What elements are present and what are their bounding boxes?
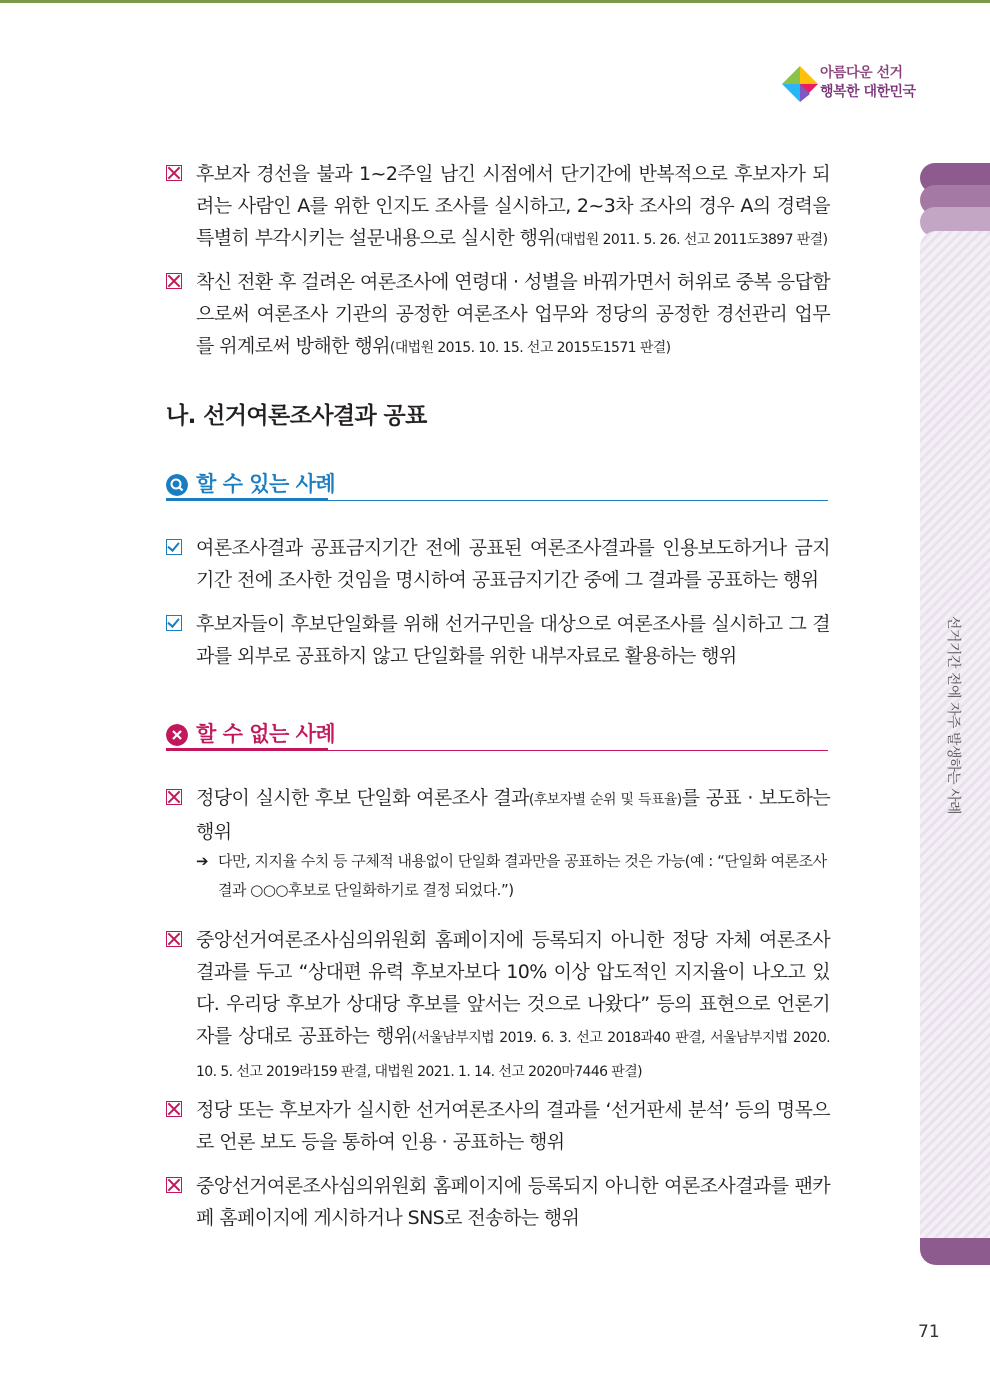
check-box-icon	[166, 615, 182, 631]
item-text: 후보자들이 후보단일화를 위해 선거구민을 대상으로 여론조사를 실시하고 그 결과를 외부로 공표하지 않고 단일화를 위한 내부자료로 활용하는 행위	[196, 613, 830, 667]
item-small-text: (후보자별 순위 및 득표율)	[528, 792, 682, 808]
can-section-header	[166, 468, 828, 502]
item-text: 중앙선거여론조사심의위원회 홈페이지에 등록되지 아니한 여론조사결과를 팬카페 홈페이지에 게시하거나 SNS로 전송하는 행위	[196, 1175, 830, 1229]
top-rule	[0, 0, 990, 3]
item-text: 를 공표 · 보도하는 행위	[196, 787, 830, 843]
item-text: 여론조사결과 공표금지기간 전에 공표된 여론조사결과를 인용보도하거나 금지기간 전에 조사한 것임을 명시하여 공표금지기간 중에 그 결과를 공표하는 행위	[196, 537, 830, 591]
x-box-icon	[166, 1177, 182, 1193]
page-number: 71	[918, 1322, 940, 1342]
logo-line2: 행복한 대한민국	[820, 84, 916, 100]
cannot-section-underline	[166, 748, 328, 751]
can-section-underline	[166, 498, 328, 501]
arrow-right-icon: ➔	[196, 852, 209, 870]
item-citation: (대법원 2011. 5. 26. 선고 2011도3897 판결)	[555, 232, 828, 248]
item-text: 정당이 실시한 후보 단일화 여론조사 결과	[196, 787, 529, 809]
list-item	[166, 1170, 830, 1234]
list-item	[166, 782, 830, 848]
x-box-icon	[166, 931, 182, 947]
x-box-icon	[166, 1101, 182, 1117]
list-item	[166, 608, 830, 672]
side-tab-label: 선거기간 전에 자주 발생하는 사례	[945, 615, 961, 815]
item-text: 정당 또는 후보자가 실시한 선거여론조사의 결과를 ‘선거판세 분석’ 등의 명목으로 언론 보도 등을 통하여 인용 · 공표하는 행위	[196, 1099, 830, 1153]
x-box-icon	[166, 165, 182, 181]
search-bubble-icon	[166, 474, 188, 496]
cannot-section-title: 할 수 없는 사례	[196, 722, 336, 746]
x-bubble-icon	[166, 724, 188, 746]
check-box-icon	[166, 539, 182, 555]
item-text: 중앙선거여론조사심의위원회 홈페이지에 등록되지 아니한 정당 자체 여론조사결과를 두고 “상대편 유력 후보자보다 10% 이상 압도적인 지지율이 나오고 있다. 우리당 후보가 상대당 후보를 앞서는 것으로 나왔다” 등의 표현으로 언론기자를 상대로 공표하는 행위	[196, 929, 830, 1047]
item-text: 착신 전환 후 걸려온 여론조사에 연령대 · 성별을 바꿔가면서 허위로 중복 응답함으로써 여론조사 기관의 공정한 여론조사 업무와 정당의 공정한 경선관리 업무를 위계로써 방해한 행위	[196, 271, 830, 357]
list-item	[166, 266, 830, 364]
x-box-icon	[166, 789, 182, 805]
list-item	[166, 1094, 830, 1158]
note-text: 다만, 지지율 수치 등 구체적 내용없이 단일화 결과만을 공표하는 것은 가능(예 : “단일화 여론조사 결과 ○○○후보로 단일화하기로 결정 되었다.”)	[218, 852, 827, 899]
tab-bottom	[920, 1238, 990, 1265]
list-item	[166, 924, 830, 1088]
list-item	[166, 532, 830, 596]
item-text: 후보자 경선을 불과 1~2주일 남긴 시점에서 단기간에 반복적으로 후보자가 되려는 사람인 A를 위한 인지도 조사를 실시하고, 2~3차 조사의 경우 A의 경력을 특별히 부각시키는 설문내용으로 실시한 행위	[196, 163, 830, 249]
item-citation: (대법원 2015. 10. 15. 선고 2015도1571 판결)	[389, 340, 671, 356]
x-box-icon	[166, 273, 182, 289]
logo-text	[820, 64, 916, 102]
section-heading: 나. 선거여론조사결과 공표	[166, 403, 427, 429]
note	[196, 847, 828, 905]
can-section-title: 할 수 있는 사례	[196, 472, 336, 496]
cannot-section-header	[166, 718, 828, 752]
list-item	[166, 158, 830, 256]
logo-line1: 아름다운 선거	[820, 65, 903, 81]
item-citation: (서울남부지법 2019. 6. 3. 선고 2018과40 판결, 서울남부지법 2020. 10. 5. 선고 2019라159 판결, 대법원 2021. 1. 14. 선고 2020마7446 판결)	[196, 1030, 830, 1080]
